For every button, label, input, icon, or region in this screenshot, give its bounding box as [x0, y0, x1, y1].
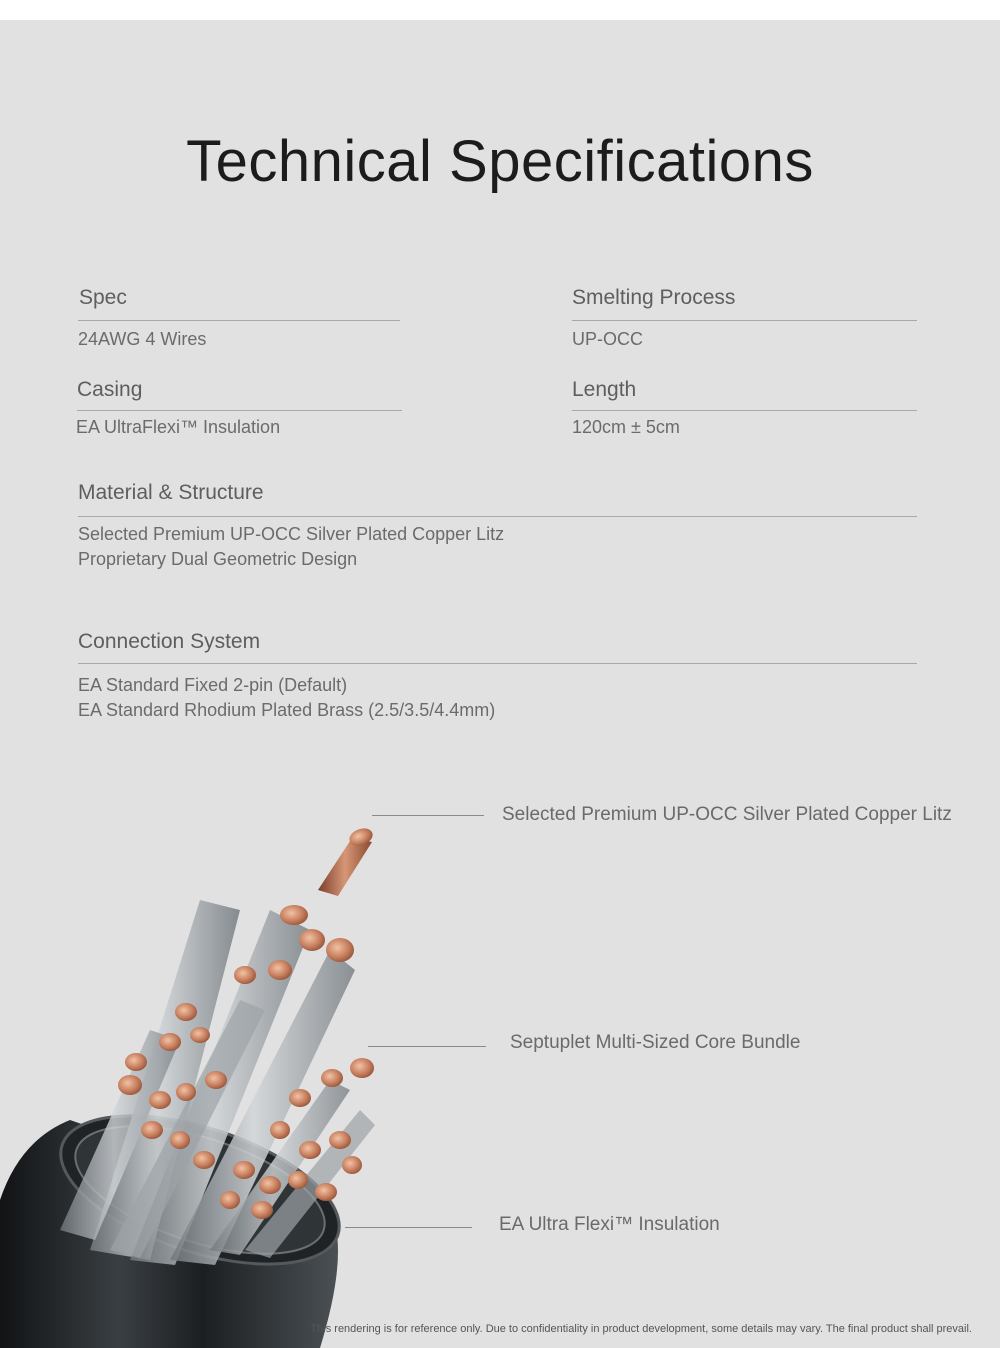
callout-line-litz — [372, 815, 484, 816]
smelting-process-value: UP-OCC — [572, 329, 643, 349]
material-structure-line-1: Selected Premium UP-OCC Silver Plated Copper Litz — [78, 524, 505, 544]
connection-system-line-2: EA Standard Rhodium Plated Brass (2.5/3.5/4.4mm) — [78, 700, 496, 720]
callout-line-bundle — [368, 1046, 486, 1047]
material-structure-divider — [78, 516, 917, 517]
spec-divider — [78, 320, 400, 321]
spec-value: 24AWG 4 Wires — [78, 329, 207, 349]
connection-system-divider — [78, 663, 917, 664]
callout-line-insulation — [345, 1227, 472, 1228]
spec-label: Spec — [79, 286, 127, 309]
smelting-process-divider — [572, 320, 917, 321]
callout-core-bundle: Septuplet Multi-Sized Core Bundle — [510, 1032, 801, 1053]
material-structure-line-2: Proprietary Dual Geometric Design — [78, 549, 358, 569]
length-divider — [572, 410, 917, 411]
callout-insulation: EA Ultra Flexi™ Insulation — [499, 1214, 720, 1235]
callout-litz: Selected Premium UP-OCC Silver Plated Copper Litz — [502, 804, 952, 825]
length-value: 120cm ± 5cm — [572, 417, 680, 437]
connection-system-line-1: EA Standard Fixed 2-pin (Default) — [78, 675, 348, 695]
smelting-process-label: Smelting Process — [572, 286, 736, 309]
length-label: Length — [572, 378, 637, 401]
spec-panel — [0, 20, 1000, 1348]
connection-system-label: Connection System — [78, 630, 261, 653]
page-title: Technical Specifications — [186, 129, 814, 194]
cable-cross-section-illustration — [0, 780, 560, 1348]
casing-divider — [77, 410, 402, 411]
casing-value: EA UltraFlexi™ Insulation — [76, 417, 281, 437]
casing-label: Casing — [77, 378, 143, 401]
disclaimer-note: This rendering is for reference only. Due to confidentiality in product development, some details may vary. The final product shall prevail. — [310, 1323, 972, 1335]
material-structure-label: Material & Structure — [78, 481, 264, 504]
